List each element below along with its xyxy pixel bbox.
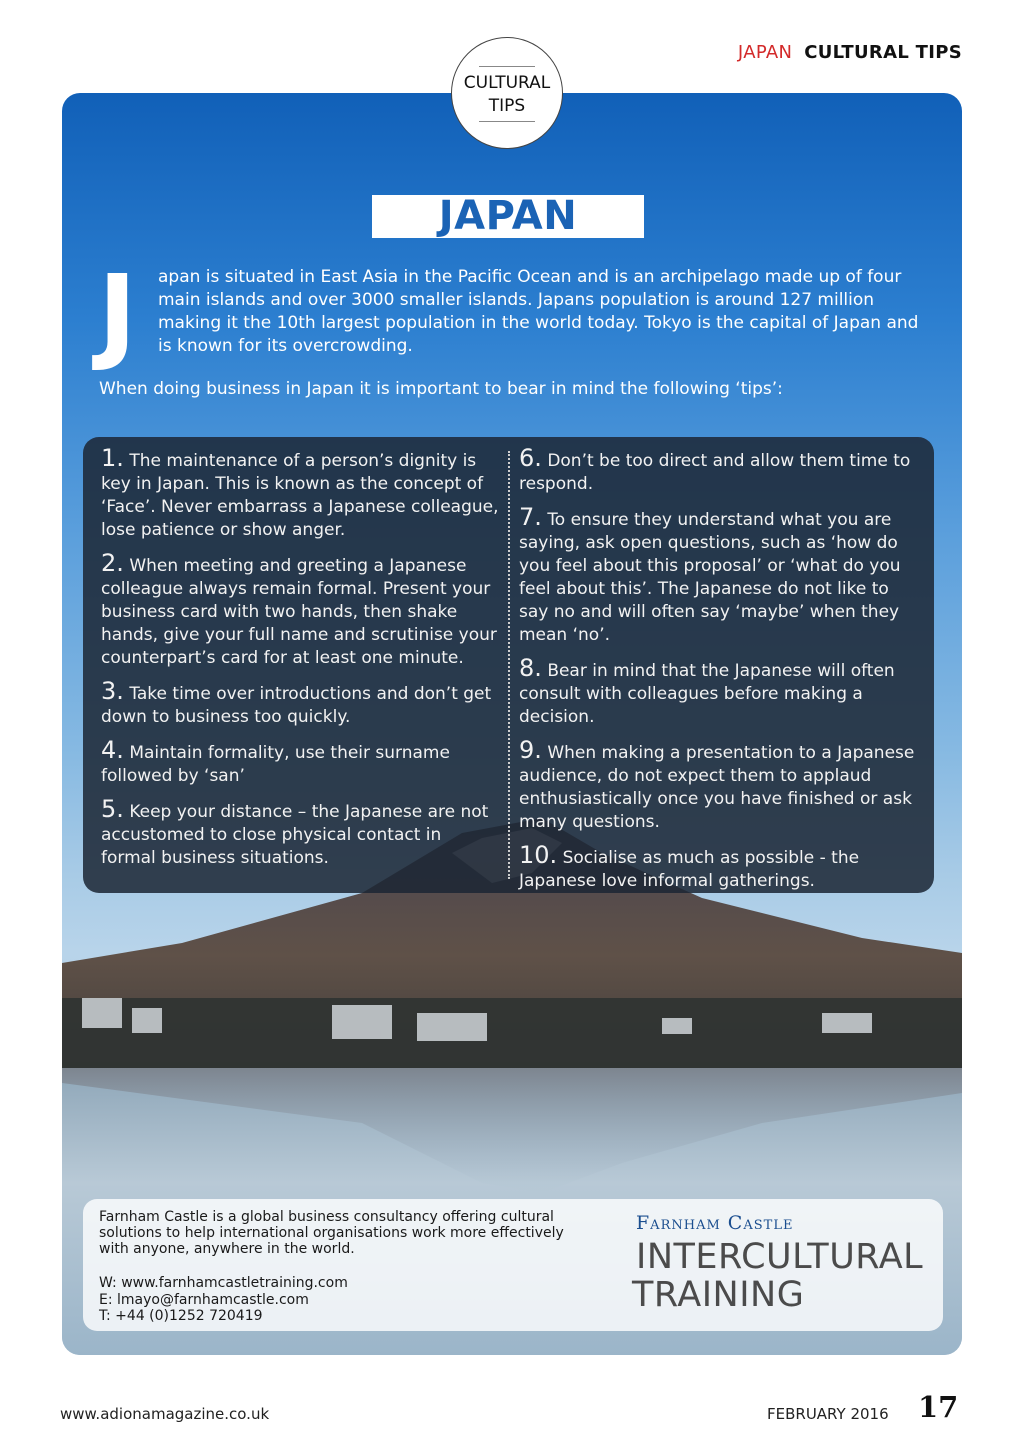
tip-item [101, 677, 501, 729]
tip-number: 10. [519, 841, 558, 869]
lead-sentence: When doing business in Japan it is important to bear in mind the following ‘tips’: [99, 379, 783, 399]
footer-date: FEBRUARY 2016 [767, 1405, 889, 1423]
tips-box [83, 437, 934, 893]
tip-number: 1. [101, 444, 124, 472]
badge-rule-top [479, 66, 535, 67]
contact-email: E: lmayo@farnhamcastle.com [99, 1291, 309, 1308]
brand-line-intercultural: INTERCULTURAL [636, 1237, 924, 1277]
tip-number: 9. [519, 736, 542, 764]
tip-number: 6. [519, 444, 542, 472]
tip-text: When making a presentation to a Japanese audience, do not expect them to applaud enthusiastically once you have finished or ask many questions. [519, 743, 915, 832]
feature-panel [62, 93, 962, 1355]
tip-number: 4. [101, 736, 124, 764]
brand-logo [632, 1212, 924, 1315]
company-description: Farnham Castle is a global business consultancy offering cultural solutions to help international organisations work more effectively with anyone, anywhere in the world. [99, 1209, 564, 1257]
brand-name: Farnham Castle [636, 1212, 794, 1234]
badge-rule-bottom [479, 121, 535, 122]
drop-cap: J [98, 252, 137, 374]
page-number: 17 [918, 1390, 959, 1424]
tip-number: 7. [519, 503, 542, 531]
tip-text: Keep your distance – the Japanese are not accustomed to close physical contact in formal business situations. [101, 802, 489, 868]
tip-text: Take time over introductions and don’t get down to business too quickly. [101, 684, 492, 727]
intro-text: apan is situated in East Asia in the Pacific Ocean and is an archipelago made up of four main islands and over 3000 smaller islands. Japans population is around 127 million making it the 10th largest population in the world today. Tokyo is the capital of Japan and is known for its overcrowding. [158, 267, 919, 356]
footer-url: www.adionamagazine.co.uk [60, 1405, 270, 1423]
badge-text [452, 72, 562, 118]
badge-line-2: TIPS [488, 96, 526, 116]
cultural-tips-badge [451, 37, 563, 149]
column-divider [508, 451, 510, 879]
contact-details [99, 1275, 348, 1325]
tip-number: 2. [101, 549, 124, 577]
tip-number: 8. [519, 654, 542, 682]
sponsor-info-box [83, 1199, 943, 1331]
badge-line-1: CULTURAL [463, 73, 551, 93]
tip-item [519, 736, 923, 834]
tip-item [519, 503, 923, 647]
tip-text: Maintain formality, use their surname followed by ‘san’ [101, 743, 450, 786]
tip-item [101, 795, 501, 870]
tip-number: 5. [101, 795, 124, 823]
tip-text: The maintenance of a person’s dignity is key in Japan. This is known as the concept of ‘Face’. Never embarrass a Japanese colleague, lose patience or show anger. [101, 451, 499, 540]
contact-web: W: www.farnhamcastletraining.com [99, 1275, 348, 1291]
tip-text: When meeting and greeting a Japanese colleague always remain formal. Present your business card with two hands, then shake hands, give your full name and scrutinise your counterpart’s card for at least one minute. [101, 556, 497, 668]
brand-line-training: TRAINING [632, 1275, 805, 1315]
tip-item [519, 654, 923, 729]
tip-text: To ensure they understand what you are saying, ask open questions, such as ‘how do you feel about this proposal’ or ‘what do you feel about this’. The Japanese do not like to say no and will often say ‘maybe’ when they mean ‘no’. [519, 510, 901, 645]
header-section: JAPAN [737, 42, 793, 63]
tip-text: Bear in mind that the Japanese will often consult with colleagues before making a decision. [519, 661, 895, 727]
tip-number: 3. [101, 677, 124, 705]
running-header [738, 42, 962, 63]
tip-item [519, 841, 923, 893]
header-topic: CULTURAL TIPS [804, 42, 962, 63]
tip-text: Don’t be too direct and allow them time to respond. [519, 451, 911, 494]
tip-item [101, 736, 501, 788]
tip-item [519, 444, 923, 496]
tip-item [101, 549, 501, 670]
contact-phone: T: +44 (0)1252 720419 [99, 1308, 263, 1324]
tips-column-right [519, 444, 923, 903]
tip-text: Socialise as much as possible - the Japanese love informal gatherings. [519, 848, 860, 891]
tip-item [101, 444, 501, 542]
intro-paragraph [98, 252, 928, 374]
article-title [372, 195, 644, 238]
title-text: JAPAN [438, 193, 578, 239]
tips-column-left [101, 444, 501, 880]
